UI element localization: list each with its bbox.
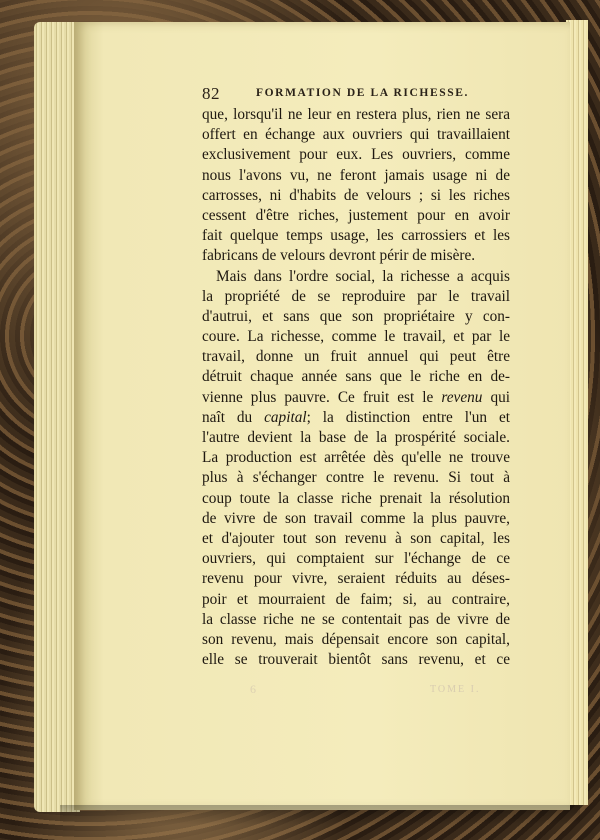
text-line: fait quelque temps usage, les carrossiers et les xyxy=(202,227,510,245)
text-line: ouvriers, qui comptaient sur l'échange de ce xyxy=(202,550,510,568)
text-line: Mais dans l'ordre social, la richesse a acquis xyxy=(216,267,510,285)
bottom-shadow xyxy=(60,805,580,825)
text-line: de vivre de son travail comme la plus pauvre, xyxy=(202,509,510,527)
text-line: la classe riche ne se contentait pas de vivre de xyxy=(202,610,510,628)
page-header xyxy=(202,84,510,106)
text-line: travail, donne un fruit annuel qui peut être xyxy=(202,348,510,366)
text-line: l'autre devient la base de la prospérité sociale. xyxy=(202,429,510,446)
text-line: plus à s'échanger contre le revenu. Si tout à xyxy=(202,469,510,487)
text-line: que, lorsqu'il ne leur en restera plus, rien ne sera xyxy=(202,106,510,123)
text-segment: vienne plus pauvre. Ce fruit est le xyxy=(202,388,434,406)
text-line: offert en échange aux ouvriers qui travaillaient xyxy=(202,126,510,144)
italic-term-revenu: revenu xyxy=(441,388,483,406)
text-segment: qui xyxy=(482,388,511,406)
text-line xyxy=(202,408,510,428)
text-segment: ; la distinction entre l'un et xyxy=(306,408,511,426)
text-line: revenu pour vivre, seraient réduits au déses- xyxy=(202,570,510,588)
text-line: d'autrui, et sans que son propriétaire y con- xyxy=(202,307,510,325)
bleed-through-signature: TOME I. xyxy=(430,684,481,695)
text-line: fabricans de velours devront périr de misère. xyxy=(202,247,476,265)
text-line: exclusivement pour eux. Les ouvriers, comme xyxy=(202,146,510,164)
body-text xyxy=(202,105,510,670)
text-line: elle se trouverait bientôt sans revenu, et ce xyxy=(202,651,510,669)
text-line: et d'ajouter tout son revenu à son capital, les xyxy=(202,529,510,547)
text-line: carrosses, ni d'habits de velours ; si les riches xyxy=(202,186,510,204)
text-line: coure. La richesse, comme le travail, et par le xyxy=(202,328,510,346)
text-line: nous l'avons vu, ne feront jamais usage ni de xyxy=(202,166,510,184)
bleed-through-mark: 6 xyxy=(250,682,256,696)
text-line: détruit chaque année sans que le riche en de- xyxy=(202,368,510,386)
text-line xyxy=(202,388,510,408)
text-segment: naît du xyxy=(202,408,253,426)
page-number: 82 xyxy=(202,84,220,103)
text-line: son revenu, mais dépensait encore son capital, xyxy=(202,630,510,648)
running-title: FORMATION DE LA RICHESSE. xyxy=(256,87,469,99)
text-line: la propriété de se reproduire par le travail xyxy=(202,287,510,305)
text-line: cessent d'être riches, justement pour en avoir xyxy=(202,206,510,224)
text-line: poir et mourraient de faim; si, au contraire, xyxy=(202,590,510,608)
text-line: La production est arrêtée dès qu'elle ne trouve xyxy=(202,449,510,467)
italic-term-capital: capital xyxy=(264,408,307,426)
text-line: coup toute la classe riche prenait la résolution xyxy=(202,489,510,507)
